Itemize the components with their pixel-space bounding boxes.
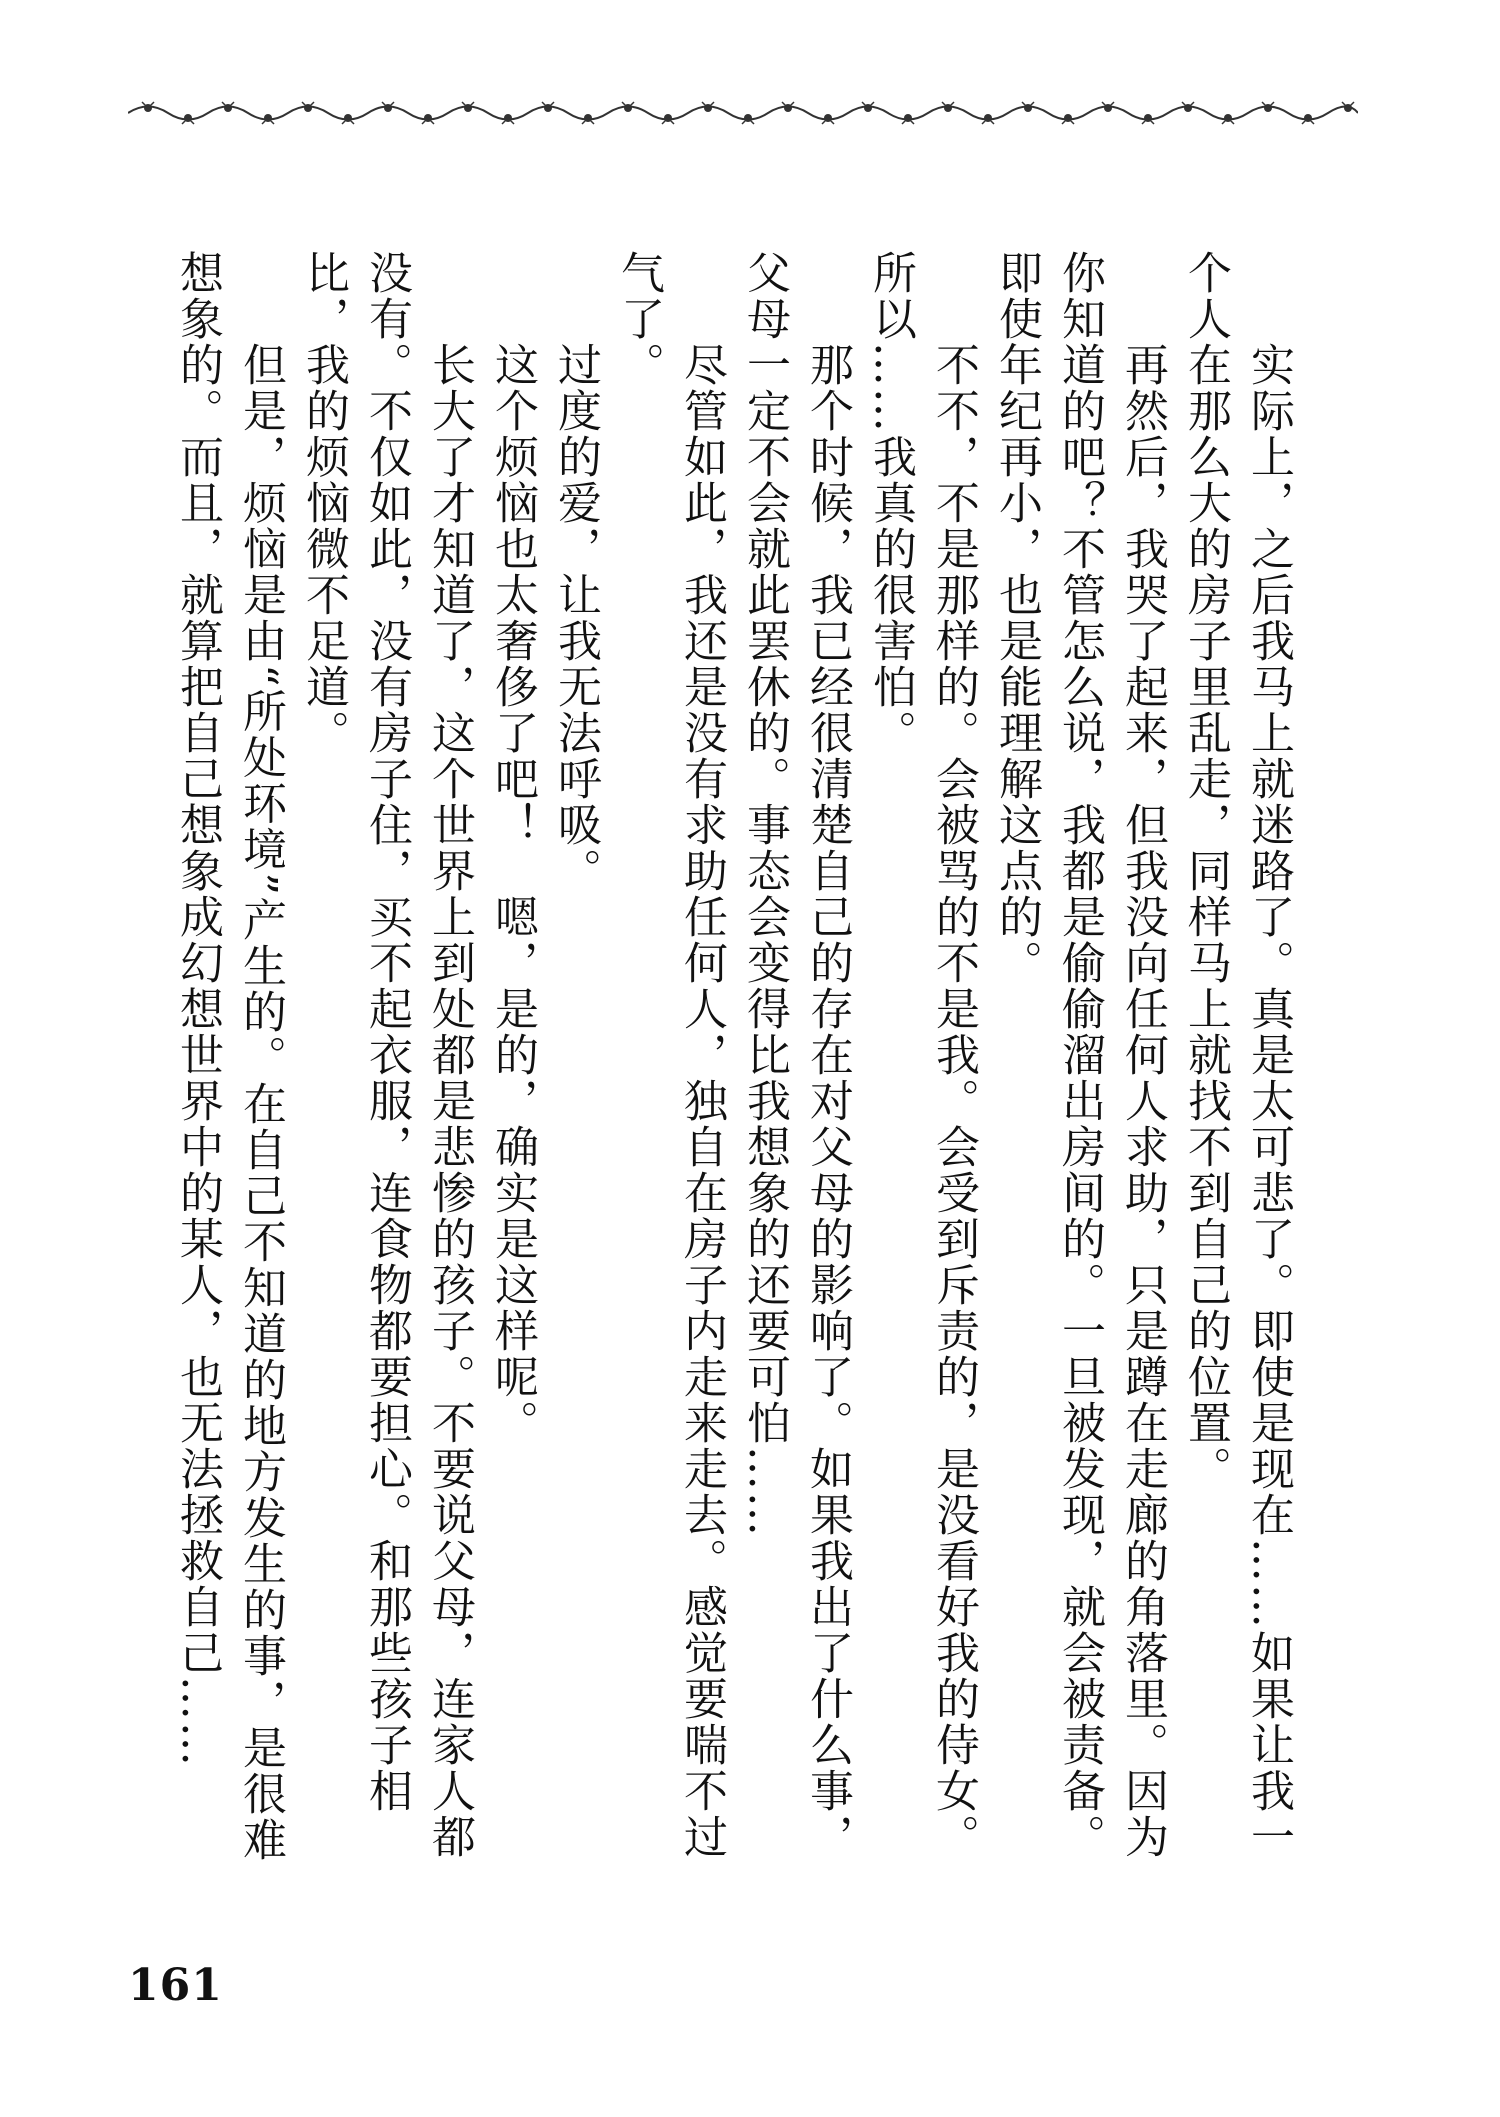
paragraph-5: 尽管如此，我还是没有求助任何人，独自在房子内走来走去。感觉要喘不过气了。 bbox=[613, 250, 727, 1861]
page-number: 161 bbox=[128, 1960, 223, 2011]
paragraph-1: 实际上，之后我马上就迷路了。真是太可悲了。即使是现在……如果让我一个人在那么大的房子里乱走，同样马上就找不到自己的位置。 bbox=[1180, 250, 1294, 1861]
paragraph-4: 那个时候，我已经很清楚自己的存在对父母的影响了。如果我出了什么事，父母一定不会就此罢休的。事态会变得比我想象的还要可怕…… bbox=[739, 250, 853, 1861]
paragraph-6: 过度的爱，让我无法呼吸。 bbox=[550, 342, 601, 895]
paragraph-8: 长大了才知道了，这个世界上到处都是悲惨的孩子。不要说父母，连家人都没有。不仅如此，没有房子住，买不起衣服，连食物都要担心。和那些孩子相比，我的烦恼微不足道。 bbox=[298, 250, 475, 1861]
paragraph-2: 再然后，我哭了起来，但我没向任何人求助，只是蹲在走廊的角落里。因为你知道的吧？不管怎么说，我都是偷偷溜出房间的。一旦被发现，就会被责备。即使年纪再小，也是能理解这点的。 bbox=[991, 250, 1168, 1861]
paragraph-7: 这个烦恼也太奢侈了吧！ 嗯，是的，确实是这样呢。 bbox=[487, 342, 538, 1447]
vertical-text-body bbox=[100, 250, 1300, 1870]
floral-border-ornament bbox=[128, 96, 1358, 130]
paragraph-3: 不不，不是那样的。会被骂的不是我。会受到斥责的，是没看好我的侍女。所以……我真的很害怕。 bbox=[865, 250, 979, 1861]
paragraph-9: 但是，烦恼是由“所处环境”产生的。在自己不知道的地方发生的事，是很难想象的。而且，就算把自己想象成幻想世界中的某人，也无法拯救自己…… bbox=[172, 250, 286, 1864]
